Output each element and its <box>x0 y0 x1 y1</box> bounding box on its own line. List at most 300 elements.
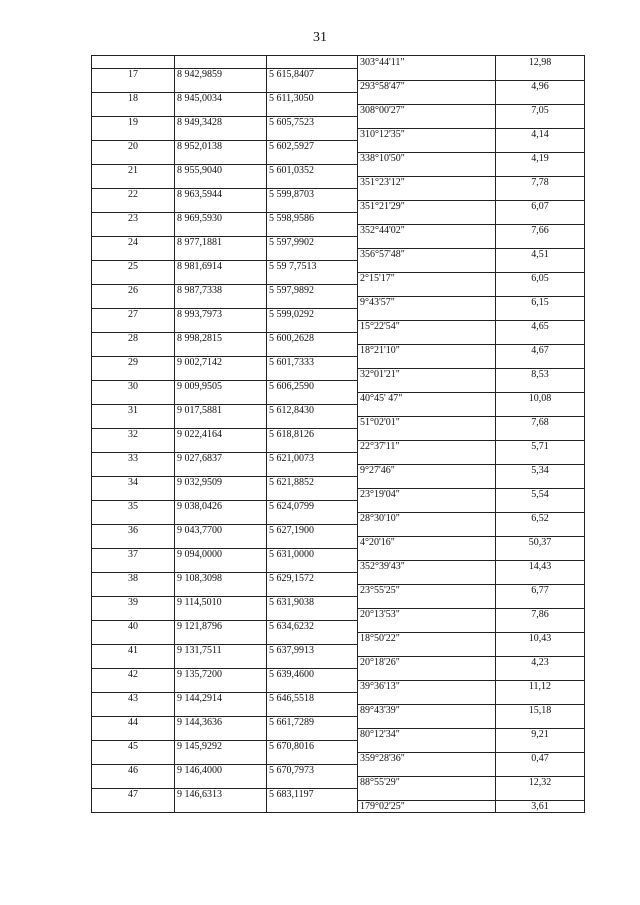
segment-length-cell: 5,54 <box>496 488 585 500</box>
direction-angle-cell: 9°27'46" <box>358 464 496 476</box>
point-row <box>92 524 585 536</box>
direction-angle-cell <box>358 164 496 176</box>
segment-length-cell <box>496 164 585 176</box>
y-coordinate-cell <box>267 392 358 404</box>
y-coordinate-cell <box>267 536 358 548</box>
segment-length-cell <box>496 476 585 488</box>
segment-row <box>92 464 585 476</box>
segment-length-cell <box>496 140 585 152</box>
y-coordinate-cell <box>267 368 358 380</box>
direction-angle-cell <box>358 692 496 704</box>
segment-length-cell <box>496 332 585 344</box>
segment-length-cell: 10,43 <box>496 632 585 644</box>
point-row <box>92 788 585 800</box>
point-number-cell <box>92 344 175 356</box>
segment-length-cell <box>496 404 585 416</box>
direction-angle-cell: 51°02'01" <box>358 416 496 428</box>
y-coordinate-cell <box>267 128 358 140</box>
segment-length-cell: 7,68 <box>496 416 585 428</box>
y-coordinate-cell: 5 621,8852 <box>267 476 358 488</box>
point-number-cell: 28 <box>92 332 175 344</box>
x-coordinate-cell: 9 002,7142 <box>175 356 267 368</box>
segment-length-cell: 4,67 <box>496 344 585 356</box>
point-row <box>92 740 585 752</box>
segment-length-cell <box>496 572 585 584</box>
segment-row <box>92 200 585 212</box>
y-coordinate-cell: 5 621,0073 <box>267 452 358 464</box>
x-coordinate-cell: 8 993,7973 <box>175 308 267 320</box>
point-number-cell <box>92 368 175 380</box>
segment-row <box>92 416 585 428</box>
point-number-cell: 36 <box>92 524 175 536</box>
x-coordinate-cell <box>175 392 267 404</box>
segment-row <box>92 608 585 620</box>
segment-length-cell: 14,43 <box>496 560 585 572</box>
direction-angle-cell: 40°45' 47" <box>358 392 496 404</box>
y-coordinate-cell <box>267 440 358 452</box>
x-coordinate-cell: 8 942,9859 <box>175 68 267 80</box>
point-number-cell: 18 <box>92 92 175 104</box>
y-coordinate-cell: 5 631,9038 <box>267 596 358 608</box>
direction-angle-cell <box>358 740 496 752</box>
point-number-cell <box>92 248 175 260</box>
x-coordinate-cell <box>175 560 267 572</box>
x-coordinate-cell: 8 963,5944 <box>175 188 267 200</box>
segment-row <box>92 488 585 500</box>
x-coordinate-cell: 8 998,2815 <box>175 332 267 344</box>
x-coordinate-cell <box>175 248 267 260</box>
segment-length-cell: 4,14 <box>496 128 585 140</box>
point-number-cell: 31 <box>92 404 175 416</box>
x-coordinate-cell <box>175 656 267 668</box>
y-coordinate-cell <box>267 656 358 668</box>
x-coordinate-cell: 8 977,1881 <box>175 236 267 248</box>
point-number-cell <box>92 440 175 452</box>
point-number-cell <box>92 416 175 428</box>
y-coordinate-cell: 5 683,1197 <box>267 788 358 800</box>
y-coordinate-cell <box>267 80 358 92</box>
y-coordinate-cell: 5 670,7973 <box>267 764 358 776</box>
point-number-cell <box>92 680 175 692</box>
direction-angle-cell <box>358 356 496 368</box>
point-number-cell <box>92 728 175 740</box>
point-number-cell <box>92 152 175 164</box>
segment-row <box>92 704 585 716</box>
point-row <box>92 332 585 344</box>
x-coordinate-cell: 9 135,7200 <box>175 668 267 680</box>
point-row <box>92 620 585 632</box>
direction-angle-cell <box>358 524 496 536</box>
y-coordinate-cell: 5 605,7523 <box>267 116 358 128</box>
point-row <box>92 596 585 608</box>
direction-angle-cell: 23°55'25" <box>358 584 496 596</box>
x-coordinate-cell: 8 945,0034 <box>175 92 267 104</box>
point-number-cell <box>92 392 175 404</box>
segment-length-cell: 4,23 <box>496 656 585 668</box>
x-coordinate-cell: 9 043,7700 <box>175 524 267 536</box>
direction-angle-cell: 4°20'16" <box>358 536 496 548</box>
point-number-cell <box>92 632 175 644</box>
direction-angle-cell: 89°43'39" <box>358 704 496 716</box>
direction-angle-cell: 308°00'27" <box>358 104 496 116</box>
x-coordinate-cell <box>175 512 267 524</box>
y-coordinate-cell: 5 634,6232 <box>267 620 358 632</box>
direction-angle-cell: 293°58'47" <box>358 80 496 92</box>
x-coordinate-cell: 9 094,0000 <box>175 548 267 560</box>
point-number-cell: 42 <box>92 668 175 680</box>
segment-row <box>92 800 585 813</box>
x-coordinate-cell: 9 032,9509 <box>175 476 267 488</box>
segment-row <box>92 344 585 356</box>
y-coordinate-cell <box>267 176 358 188</box>
x-coordinate-cell <box>175 488 267 500</box>
point-row <box>92 284 585 296</box>
segment-length-cell: 0,47 <box>496 752 585 764</box>
x-coordinate-cell: 8 955,9040 <box>175 164 267 176</box>
segment-length-cell: 4,19 <box>496 152 585 164</box>
direction-angle-cell: 351°23'12" <box>358 176 496 188</box>
segment-row <box>92 752 585 764</box>
segment-row <box>92 272 585 284</box>
segment-length-cell <box>496 644 585 656</box>
point-number-cell: 25 <box>92 260 175 272</box>
point-number-cell <box>92 800 175 813</box>
segment-row <box>92 248 585 260</box>
y-coordinate-cell <box>267 752 358 764</box>
segment-length-cell: 6,05 <box>496 272 585 284</box>
y-coordinate-cell <box>267 800 358 813</box>
y-coordinate-cell: 5 601,0352 <box>267 164 358 176</box>
x-coordinate-cell <box>175 56 267 69</box>
direction-angle-cell <box>358 404 496 416</box>
direction-angle-cell: 351°21'29" <box>358 200 496 212</box>
segment-length-cell: 9,21 <box>496 728 585 740</box>
point-number-cell: 26 <box>92 284 175 296</box>
direction-angle-cell: 20°18'26" <box>358 656 496 668</box>
direction-angle-cell: 18°21'10" <box>358 344 496 356</box>
point-number-cell <box>92 320 175 332</box>
point-number-cell <box>92 224 175 236</box>
y-coordinate-cell: 5 646,5518 <box>267 692 358 704</box>
x-coordinate-cell: 9 131,7511 <box>175 644 267 656</box>
segment-length-cell <box>496 260 585 272</box>
direction-angle-cell: 352°39'43" <box>358 560 496 572</box>
y-coordinate-cell <box>267 248 358 260</box>
segment-row <box>92 320 585 332</box>
segment-row <box>92 128 585 140</box>
direction-angle-cell: 20°13'53" <box>358 608 496 620</box>
segment-length-cell: 15,18 <box>496 704 585 716</box>
x-coordinate-cell <box>175 272 267 284</box>
segment-length-cell: 6,77 <box>496 584 585 596</box>
x-coordinate-cell <box>175 800 267 813</box>
x-coordinate-cell <box>175 704 267 716</box>
y-coordinate-cell: 5 597,9902 <box>267 236 358 248</box>
point-number-cell <box>92 56 175 69</box>
x-coordinate-cell <box>175 416 267 428</box>
segment-length-cell <box>496 620 585 632</box>
y-coordinate-cell <box>267 776 358 788</box>
point-row <box>92 572 585 584</box>
direction-angle-cell: 80°12'34" <box>358 728 496 740</box>
point-row <box>92 68 585 80</box>
point-row <box>92 308 585 320</box>
segment-row <box>92 656 585 668</box>
point-row <box>92 428 585 440</box>
y-coordinate-cell: 5 601,7333 <box>267 356 358 368</box>
x-coordinate-cell <box>175 296 267 308</box>
y-coordinate-cell <box>267 608 358 620</box>
point-row <box>92 260 585 272</box>
x-coordinate-cell <box>175 584 267 596</box>
y-coordinate-cell <box>267 200 358 212</box>
point-number-cell <box>92 704 175 716</box>
x-coordinate-cell <box>175 176 267 188</box>
y-coordinate-cell: 5 598,9586 <box>267 212 358 224</box>
segment-row <box>92 296 585 308</box>
y-coordinate-cell <box>267 152 358 164</box>
segment-length-cell <box>496 764 585 776</box>
segment-length-cell <box>496 356 585 368</box>
x-coordinate-cell <box>175 200 267 212</box>
direction-angle-cell <box>358 716 496 728</box>
segment-length-cell <box>496 692 585 704</box>
point-number-cell: 29 <box>92 356 175 368</box>
direction-angle-cell: 15°22'54" <box>358 320 496 332</box>
point-row <box>92 692 585 704</box>
page-number: 31 <box>313 30 327 45</box>
direction-angle-cell <box>358 68 496 80</box>
segment-length-cell <box>496 188 585 200</box>
point-row <box>92 668 585 680</box>
point-number-cell: 41 <box>92 644 175 656</box>
point-number-cell: 37 <box>92 548 175 560</box>
point-number-cell: 35 <box>92 500 175 512</box>
direction-angle-cell <box>358 548 496 560</box>
segment-length-cell: 7,78 <box>496 176 585 188</box>
point-number-cell: 20 <box>92 140 175 152</box>
y-coordinate-cell <box>267 632 358 644</box>
point-row <box>92 380 585 392</box>
x-coordinate-cell: 8 987,7338 <box>175 284 267 296</box>
segment-length-cell <box>496 380 585 392</box>
direction-angle-cell: 32°01'21" <box>358 368 496 380</box>
point-number-cell: 39 <box>92 596 175 608</box>
point-number-cell <box>92 560 175 572</box>
y-coordinate-cell: 5 631,0000 <box>267 548 358 560</box>
x-coordinate-cell: 9 022,4164 <box>175 428 267 440</box>
segment-row <box>92 680 585 692</box>
segment-length-cell: 10,08 <box>496 392 585 404</box>
x-coordinate-cell <box>175 152 267 164</box>
x-coordinate-cell: 8 949,3428 <box>175 116 267 128</box>
point-row <box>92 212 585 224</box>
segment-length-cell: 5,71 <box>496 440 585 452</box>
y-coordinate-cell <box>267 320 358 332</box>
point-number-cell <box>92 128 175 140</box>
y-coordinate-cell <box>267 488 358 500</box>
y-coordinate-cell <box>267 416 358 428</box>
x-coordinate-cell <box>175 632 267 644</box>
x-coordinate-cell: 9 144,2914 <box>175 692 267 704</box>
point-number-cell <box>92 512 175 524</box>
segment-length-cell <box>496 788 585 800</box>
direction-angle-cell <box>358 788 496 800</box>
y-coordinate-cell: 5 602,5927 <box>267 140 358 152</box>
segment-length-cell: 12,98 <box>496 56 585 69</box>
segment-length-cell <box>496 716 585 728</box>
x-coordinate-cell <box>175 344 267 356</box>
x-coordinate-cell: 8 981,6914 <box>175 260 267 272</box>
y-coordinate-cell: 5 59 7,7513 <box>267 260 358 272</box>
segment-length-cell <box>496 92 585 104</box>
x-coordinate-cell: 8 969,5930 <box>175 212 267 224</box>
point-number-cell: 47 <box>92 788 175 800</box>
segment-length-cell <box>496 668 585 680</box>
point-row <box>92 548 585 560</box>
point-number-cell <box>92 104 175 116</box>
coordinates-table <box>91 55 585 813</box>
point-number-cell: 34 <box>92 476 175 488</box>
y-coordinate-cell: 5 600,2628 <box>267 332 358 344</box>
segment-length-cell: 8,53 <box>496 368 585 380</box>
y-coordinate-cell <box>267 272 358 284</box>
direction-angle-cell: 88°55'29" <box>358 776 496 788</box>
x-coordinate-cell <box>175 320 267 332</box>
segment-length-cell <box>496 452 585 464</box>
x-coordinate-cell: 9 027,6837 <box>175 452 267 464</box>
direction-angle-cell: 22°37'11" <box>358 440 496 452</box>
point-row <box>92 716 585 728</box>
direction-angle-cell <box>358 764 496 776</box>
direction-angle-cell <box>358 260 496 272</box>
segment-length-cell <box>496 236 585 248</box>
x-coordinate-cell: 9 121,8796 <box>175 620 267 632</box>
y-coordinate-cell: 5 612,8430 <box>267 404 358 416</box>
y-coordinate-cell: 5 639,4600 <box>267 668 358 680</box>
segment-row <box>92 104 585 116</box>
y-coordinate-cell: 5 629,1572 <box>267 572 358 584</box>
point-number-cell: 46 <box>92 764 175 776</box>
point-row <box>92 140 585 152</box>
point-number-cell <box>92 296 175 308</box>
x-coordinate-cell <box>175 464 267 476</box>
point-row <box>92 116 585 128</box>
y-coordinate-cell <box>267 704 358 716</box>
direction-angle-cell <box>358 212 496 224</box>
segment-length-cell <box>496 548 585 560</box>
direction-angle-cell <box>358 668 496 680</box>
x-coordinate-cell <box>175 776 267 788</box>
direction-angle-cell: 39°36'13" <box>358 680 496 692</box>
segment-row <box>92 776 585 788</box>
x-coordinate-cell: 9 038,0426 <box>175 500 267 512</box>
x-coordinate-cell <box>175 536 267 548</box>
point-number-cell <box>92 584 175 596</box>
y-coordinate-cell: 5 624,0799 <box>267 500 358 512</box>
x-coordinate-cell <box>175 680 267 692</box>
direction-angle-cell <box>358 596 496 608</box>
direction-angle-cell: 359°28'36" <box>358 752 496 764</box>
x-coordinate-cell: 9 017,5881 <box>175 404 267 416</box>
x-coordinate-cell <box>175 728 267 740</box>
point-row <box>92 164 585 176</box>
segment-row <box>92 176 585 188</box>
x-coordinate-cell <box>175 440 267 452</box>
direction-angle-cell <box>358 116 496 128</box>
segment-length-cell <box>496 68 585 80</box>
segment-length-cell: 6,52 <box>496 512 585 524</box>
segment-row <box>92 512 585 524</box>
segment-row <box>92 536 585 548</box>
point-row <box>92 500 585 512</box>
direction-angle-cell <box>358 428 496 440</box>
y-coordinate-cell <box>267 464 358 476</box>
y-coordinate-cell <box>267 104 358 116</box>
segment-length-cell <box>496 500 585 512</box>
y-coordinate-cell <box>267 224 358 236</box>
y-coordinate-cell: 5 599,0292 <box>267 308 358 320</box>
segment-length-cell: 7,86 <box>496 608 585 620</box>
segment-row <box>92 80 585 92</box>
segment-row <box>92 728 585 740</box>
x-coordinate-cell <box>175 224 267 236</box>
segment-length-cell <box>496 284 585 296</box>
segment-length-cell: 3,61 <box>496 800 585 813</box>
y-coordinate-cell: 5 618,8126 <box>267 428 358 440</box>
point-number-cell <box>92 608 175 620</box>
x-coordinate-cell <box>175 104 267 116</box>
point-number-cell <box>92 752 175 764</box>
y-coordinate-cell: 5 599,8703 <box>267 188 358 200</box>
direction-angle-cell: 303°44'11" <box>358 56 496 69</box>
point-row <box>92 188 585 200</box>
x-coordinate-cell: 9 009,9505 <box>175 380 267 392</box>
segment-length-cell <box>496 740 585 752</box>
direction-angle-cell <box>358 308 496 320</box>
segment-row <box>92 152 585 164</box>
x-coordinate-cell: 9 145,9292 <box>175 740 267 752</box>
x-coordinate-cell: 9 146,6313 <box>175 788 267 800</box>
y-coordinate-cell: 5 615,8407 <box>267 68 358 80</box>
segment-row <box>92 560 585 572</box>
segment-length-cell: 6,15 <box>496 296 585 308</box>
direction-angle-cell <box>358 572 496 584</box>
point-row <box>92 644 585 656</box>
point-number-cell <box>92 464 175 476</box>
direction-angle-cell: 356°57'48" <box>358 248 496 260</box>
segment-row <box>92 392 585 404</box>
point-number-cell: 19 <box>92 116 175 128</box>
direction-angle-cell <box>358 500 496 512</box>
direction-angle-cell <box>358 380 496 392</box>
point-number-cell <box>92 536 175 548</box>
point-number-cell: 45 <box>92 740 175 752</box>
y-coordinate-cell <box>267 584 358 596</box>
point-number-cell: 22 <box>92 188 175 200</box>
y-coordinate-cell <box>267 344 358 356</box>
direction-angle-cell: 18°50'22" <box>358 632 496 644</box>
point-number-cell: 23 <box>92 212 175 224</box>
segment-row <box>92 56 585 69</box>
point-number-cell <box>92 272 175 284</box>
direction-angle-cell: 2°15'17" <box>358 272 496 284</box>
direction-angle-cell <box>358 476 496 488</box>
point-number-cell: 32 <box>92 428 175 440</box>
segment-row <box>92 632 585 644</box>
point-row <box>92 356 585 368</box>
segment-length-cell <box>496 596 585 608</box>
